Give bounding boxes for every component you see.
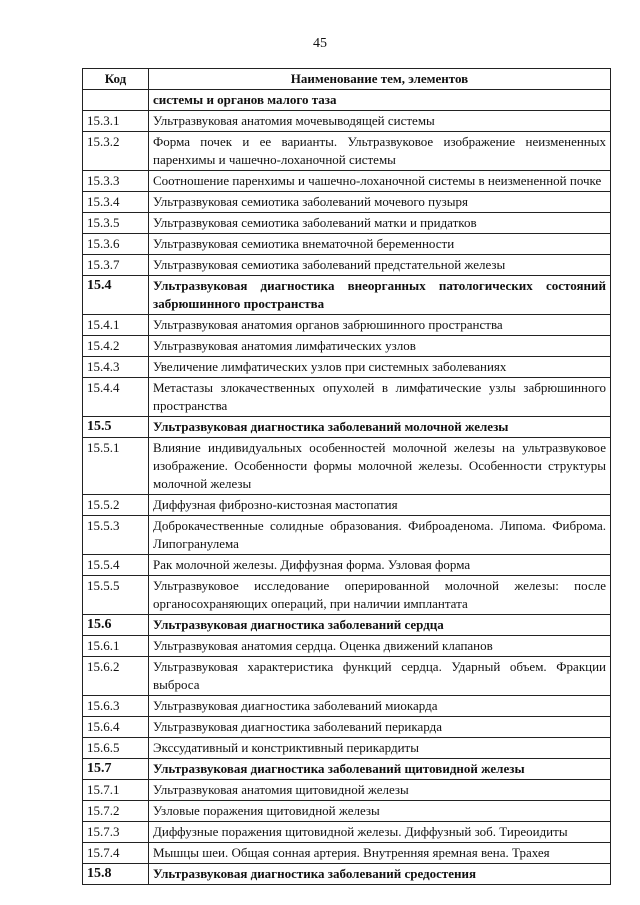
topic-code: 15.3.6 (83, 234, 149, 255)
table-row (83, 192, 611, 213)
page-number: 45 (313, 36, 327, 51)
topic-name: Ультразвуковая диагностика заболеваний молочной железы (149, 417, 611, 438)
table-row (83, 438, 611, 495)
topic-name: Диффузные поражения щитовидной железы. Диффузный зоб. Тиреоидиты (149, 822, 611, 843)
topic-name: Ультразвуковая диагностика заболеваний щитовидной железы (149, 759, 611, 780)
topic-name: Увеличение лимфатических узлов при системных заболеваниях (149, 357, 611, 378)
topic-name: Ультразвуковая характеристика функций сердца. Ударный объем. Фракции выброса (149, 657, 611, 696)
topic-code: 15.4 (83, 276, 149, 315)
topic-code: 15.5.1 (83, 438, 149, 495)
section-row (83, 276, 611, 315)
topic-code: 15.3.5 (83, 213, 149, 234)
topic-name: Ультразвуковая диагностика заболеваний миокарда (149, 696, 611, 717)
section-row (83, 417, 611, 438)
table-row (83, 738, 611, 759)
topic-name: Экссудативный и констриктивный перикардиты (149, 738, 611, 759)
topic-name: Мышцы шеи. Общая сонная артерия. Внутренняя яремная вена. Трахея (149, 843, 611, 864)
topic-name: Рак молочной железы. Диффузная форма. Узловая форма (149, 555, 611, 576)
topic-code: 15.5.2 (83, 495, 149, 516)
topic-name: Соотношение паренхимы и чашечно-лоханочной системы в неизмененной почке (149, 171, 611, 192)
table-row (83, 717, 611, 738)
topic-code: 15.7.3 (83, 822, 149, 843)
section-row (83, 759, 611, 780)
topic-code: 15.3.4 (83, 192, 149, 213)
table-row (83, 576, 611, 615)
table-row (83, 801, 611, 822)
topic-name: Ультразвуковое исследование оперированной молочной железы: после органосохраняющих операций, при наличии имплантата (149, 576, 611, 615)
topic-code: 15.6.1 (83, 636, 149, 657)
topic-name: Ультразвуковая анатомия органов забрюшинного пространства (149, 315, 611, 336)
table-row (83, 516, 611, 555)
topic-code: 15.7.2 (83, 801, 149, 822)
topic-name: Ультразвуковая семиотика заболеваний предстательной железы (149, 255, 611, 276)
table-row (83, 696, 611, 717)
topic-code: 15.6.4 (83, 717, 149, 738)
section-row (83, 864, 611, 885)
table-row (83, 822, 611, 843)
topic-name: Ультразвуковая диагностика заболеваний сердца (149, 615, 611, 636)
table-row (83, 213, 611, 234)
table-row (83, 357, 611, 378)
topic-code: 15.8 (83, 864, 149, 885)
topic-code: 15.4.1 (83, 315, 149, 336)
topic-name: Влияние индивидуальных особенностей молочной железы на ультразвуковое изображение. Особенности формы молочной железы. Особенности структуры молочной железы (149, 438, 611, 495)
topic-code: 15.5.4 (83, 555, 149, 576)
table-row (83, 90, 611, 111)
topic-code: 15.7.1 (83, 780, 149, 801)
table-row (83, 111, 611, 132)
topic-name: Ультразвуковая анатомия лимфатических узлов (149, 336, 611, 357)
topic-name: Форма почек и ее варианты. Ультразвуковое изображение неизмененных паренхимы и чашечно-лоханочной системы (149, 132, 611, 171)
section-row (83, 615, 611, 636)
topic-name: Ультразвуковая диагностика внеорганных патологических состояний забрюшинного пространства (149, 276, 611, 315)
table-row (83, 378, 611, 417)
table-row (83, 555, 611, 576)
table-row (83, 495, 611, 516)
topic-code: 15.5.5 (83, 576, 149, 615)
table-body (83, 90, 611, 885)
topic-code: 15.3.1 (83, 111, 149, 132)
table-row (83, 636, 611, 657)
table-row (83, 780, 611, 801)
topic-name: системы и органов малого таза (149, 90, 611, 111)
topic-code: 15.3.2 (83, 132, 149, 171)
table-row (83, 315, 611, 336)
topic-name: Доброкачественные солидные образования. Фиброаденома. Липома. Фиброма. Липогранулема (149, 516, 611, 555)
topic-code: 15.4.2 (83, 336, 149, 357)
table-header-row (83, 69, 611, 90)
topic-code: 15.6.5 (83, 738, 149, 759)
topic-code: 15.4.3 (83, 357, 149, 378)
topic-code: 15.3.7 (83, 255, 149, 276)
topic-code: 15.5 (83, 417, 149, 438)
topic-name: Ультразвуковая анатомия мочевыводящей системы (149, 111, 611, 132)
table-row (83, 132, 611, 171)
topic-name: Диффузная фиброзно-кистозная мастопатия (149, 495, 611, 516)
topic-code: 15.7 (83, 759, 149, 780)
table-row (83, 255, 611, 276)
name-column-header: Наименование тем, элементов (149, 69, 611, 90)
topics-table (82, 68, 611, 885)
topic-name: Метастазы злокачественных опухолей в лимфатические узлы забрюшинного пространства (149, 378, 611, 417)
topic-name: Ультразвуковая семиотика заболеваний матки и придатков (149, 213, 611, 234)
topic-code (83, 90, 149, 111)
table-row (83, 336, 611, 357)
topic-name: Ультразвуковая семиотика заболеваний мочевого пузыря (149, 192, 611, 213)
topic-code: 15.3.3 (83, 171, 149, 192)
topic-name: Ультразвуковая диагностика заболеваний перикарда (149, 717, 611, 738)
topic-name: Ультразвуковая анатомия щитовидной железы (149, 780, 611, 801)
topic-name: Ультразвуковая семиотика внематочной беременности (149, 234, 611, 255)
topic-code: 15.4.4 (83, 378, 149, 417)
topic-code: 15.6.2 (83, 657, 149, 696)
table-row (83, 657, 611, 696)
topic-code: 15.7.4 (83, 843, 149, 864)
topic-code: 15.5.3 (83, 516, 149, 555)
table-row (83, 171, 611, 192)
topic-name: Узловые поражения щитовидной железы (149, 801, 611, 822)
table-row (83, 234, 611, 255)
table-row (83, 843, 611, 864)
topic-code: 15.6 (83, 615, 149, 636)
topic-name: Ультразвуковая анатомия сердца. Оценка движений клапанов (149, 636, 611, 657)
topic-code: 15.6.3 (83, 696, 149, 717)
code-column-header: Код (83, 69, 149, 90)
topic-name: Ультразвуковая диагностика заболеваний средостения (149, 864, 611, 885)
